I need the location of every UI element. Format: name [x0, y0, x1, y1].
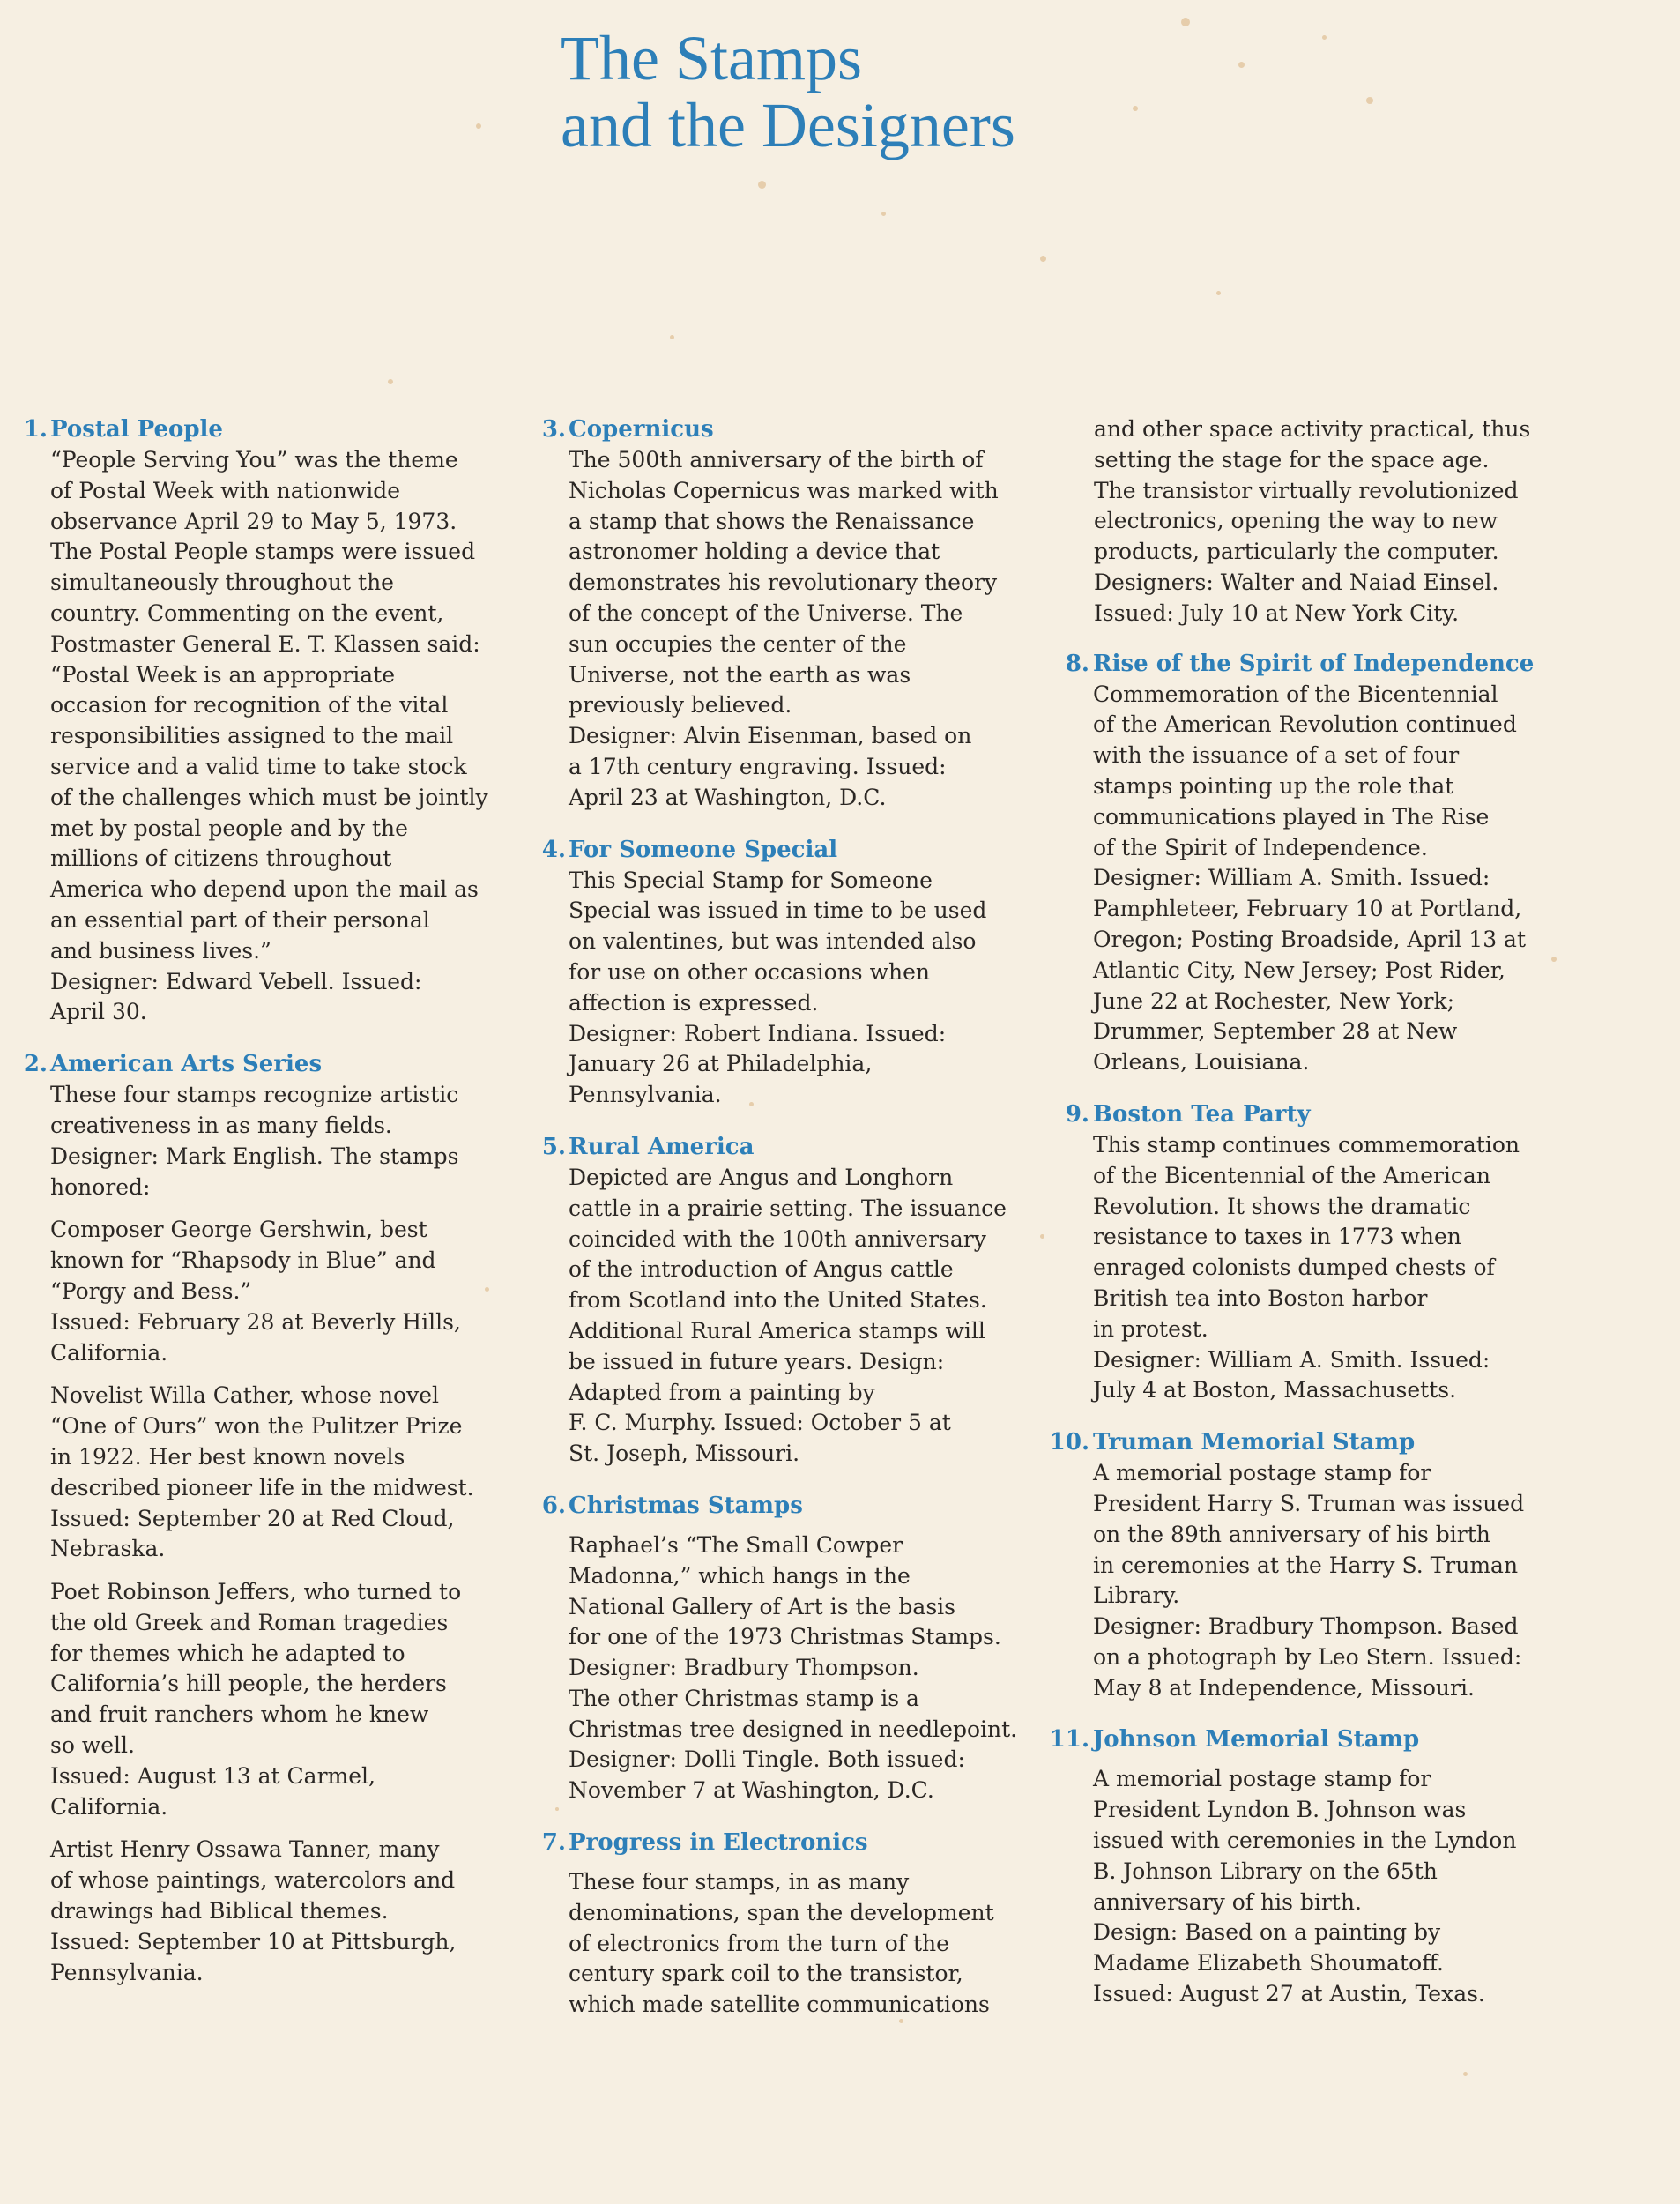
entry-progress-in-electronics	[536, 1828, 1038, 2021]
paper-stain	[758, 181, 766, 189]
entry-paragraph: Commemoration of the Bicentennial of the American Revolution continued with the issuance of a set of four stamps pointing up the role that communications played in The Rise of the Spirit of Independence. Designer: William A. Smith. Issued: Pamphleteer, February 10 at Portland, Oregon; Posting Broadside, April 13 at Atlantic City, New Jersey; Post Rider, June 22 at Rochester, New York; Drummer, September 28 at New Orleans, Louisiana.	[1093, 681, 1527, 1076]
entry-paragraph: These four stamps recognize artistic creativeness in as many fields. Designer: Mark English. The stamps honored:	[50, 1082, 459, 1200]
entry-heading: Copernicus	[569, 416, 714, 443]
paper-stain	[388, 379, 393, 384]
entry-christmas-stamps	[536, 1491, 1038, 1806]
entry-rural-america	[536, 1132, 1038, 1470]
entry-heading: Johnson Memorial Stamp	[1093, 1726, 1420, 1754]
entry-number: 4.	[541, 836, 566, 863]
paper-stain	[1551, 957, 1557, 962]
entry-paragraph: These four stamps, in as many denominations, span the development of electronics from the turn of the century spark coil to the transistor, which made satellite communications	[569, 1869, 994, 2018]
entry-truman-memorial-stamp	[1044, 1427, 1537, 1703]
entry-paragraph: Artist Henry Ossawa Tanner, many of whose paintings, watercolors and drawings had Biblical themes. Issued: September 10 at Pittsburgh, Pennsylvania.	[50, 1836, 457, 1985]
entry-paragraph: A memorial postage stamp for President Harry S. Truman was issued on the 89th anniversary of his birth in ceremonies at the Harry S. Truman Library. Designer: Bradbury Thompson. Based on a photograph by Leo Stern. Issued: May 8 at Independence, Missouri.	[1093, 1460, 1525, 1701]
entry-paragraph: Composer George Gershwin, best known for “Rhapsody in Blue” and “Porgy and Bess.” Issued: February 28 at Beverly Hills, California.	[50, 1217, 461, 1366]
paper-stain	[1366, 97, 1373, 104]
entry-paragraph: A memorial postage stamp for President Lyndon B. Johnson was issued with ceremonies in the Lyndon B. Johnson Library on the 65th anniversary of his birth. Design: Based on a painting by Madame Elizabeth Shoumatoff. Issued: August 27 at Austin, Texas.	[1093, 1766, 1517, 2007]
entry-number: 3.	[541, 416, 566, 443]
entry-heading: Boston Tea Party	[1093, 1100, 1311, 1128]
entry-paragraph: “People Serving You” was the theme of Postal Week with nationwide observance April 29 to May 5, 1973. The Postal People stamps were issued simultaneously throughout the country. Commenting on the event, Postmaster General E. T. Klassen said: “Postal Week is an appropriate occasion for recognition of the vital responsibilities assigned to the mail service and a valid time to take stock of the challenges which must be jointly met by postal people and by the millions of citizens throughout America who depend upon the mail as an essential part of their personal and business lives.” Designer: Edward Vebell. Issued: April 30.	[50, 447, 488, 1025]
entry-heading: Postal People	[50, 416, 223, 443]
entry-number: 11.	[1049, 1726, 1089, 1754]
entry-number: 5.	[541, 1133, 566, 1160]
entry-number: 6.	[541, 1492, 566, 1519]
entry-heading: Rise of the Spirit of Independence	[1093, 650, 1535, 677]
entry-johnson-memorial-stamp	[1044, 1724, 1537, 2009]
entry-number: 8.	[1065, 650, 1089, 677]
entry-paragraph: Raphael’s “The Small Cowper Madonna,” which hangs in the National Gallery of Art is the basis for one of the 1973 Christmas Stamps. Designer: Bradbury Thompson. The other Christmas stamp is a Christmas tree designed in needlepoint. Designer: Dolli Tingle. Both issued: November 7 at Washington, D.C.	[569, 1531, 1018, 1804]
page-title-line-2: and the Designers	[561, 90, 1015, 160]
column-3	[1044, 414, 1537, 2031]
entry-paragraph: This stamp continues commemoration of the Bicentennial of the American Revolution. It shows the dramatic resistance to taxes in 1773 when enraged colonists dumped chests of British tea into Boston harbor in protest. Designer: William A. Smith. Issued: July 4 at Boston, Massachusetts.	[1093, 1131, 1520, 1404]
continued-text: and other space activity practical, thus setting the stage for the space age. The transistor virtually revolutionized electronics, opening the way to new products, particularly the computer. Designers: Walter and Naiad Einsel. Issued: July 10 at New York City.	[1094, 416, 1531, 626]
entry-paragraph: The 500th anniversary of the birth of Nicholas Copernicus was marked with a stamp that shows the Renaissance astronomer holding a device that demonstrates his revolutionary theory of the concept of the Universe. The sun occupies the center of the Universe, not the earth as was previously believed. Designer: Alvin Eisenman, based on a 17th century engraving. Issued: April 23 at Washington, D.C.	[569, 447, 999, 810]
entry-number: 1.	[23, 416, 48, 443]
entry-copernicus	[536, 414, 1038, 814]
entry-rise-of-the-spirit	[1044, 649, 1537, 1078]
column-2	[536, 414, 1038, 2042]
entry-postal-people	[18, 414, 511, 1028]
entry-heading: Truman Memorial Stamp	[1093, 1429, 1416, 1456]
paper-stain	[670, 335, 674, 339]
entry-heading: Rural America	[569, 1133, 755, 1160]
entry-american-arts-series	[18, 1049, 511, 1988]
entry-for-someone-special	[536, 835, 1038, 1111]
paper-stain	[1216, 291, 1221, 295]
paper-stain	[1463, 2072, 1468, 2076]
entry-paragraph: Depicted are Angus and Longhorn cattle in a prairie setting. The issuance coincided with the 100th anniversary of the introduction of Angus cattle from Scotland into the United States. Additional Rural America stamps will be issued in future years. Design: Adapted from a painting by F. C. Murphy. Issued: October 5 at St. Joseph, Missouri.	[569, 1164, 1007, 1467]
entry-heading: For Someone Special	[569, 836, 838, 863]
entry-number: 10.	[1049, 1429, 1089, 1456]
page-title-line-1: The Stamps	[561, 23, 862, 93]
entry-boston-tea-party	[1044, 1099, 1537, 1406]
column-1	[18, 414, 511, 2009]
entry-paragraph: Novelist Willa Cather, whose novel “One of Ours” won the Pulitzer Prize in 1922. Her best known novels described pioneer life in the midwest. Issued: September 20 at Red Cloud, Nebraska.	[50, 1382, 474, 1562]
paper-stain	[1040, 256, 1046, 262]
entry-paragraph: Poet Robinson Jeffers, who turned to the old Greek and Roman tragedies for themes which he adapted to California’s hill people, the herders and fruit ranchers whom he knew so well. Issued: August 13 at Carmel, California.	[50, 1579, 462, 1820]
entry-number: 2.	[23, 1051, 48, 1078]
entry-heading: Progress in Electronics	[569, 1829, 868, 1857]
entry-heading: American Arts Series	[50, 1051, 323, 1078]
page-title	[561, 25, 1230, 159]
entry-number: 7.	[541, 1829, 566, 1857]
paper-stain	[881, 212, 886, 216]
entry-number: 9.	[1065, 1100, 1089, 1128]
paper-stain	[476, 123, 481, 129]
paper-stain	[1238, 62, 1245, 68]
entry-paragraph: This Special Stamp for Someone Special was issued in time to be used on valentines, but was intended also for use on other occasions when affection is expressed. Designer: Robert Indiana. Issued: January 26 at Philadelphia, Pennsylvania.	[569, 867, 987, 1108]
paper-stain	[1322, 35, 1327, 40]
entry-heading: Christmas Stamps	[569, 1492, 803, 1519]
